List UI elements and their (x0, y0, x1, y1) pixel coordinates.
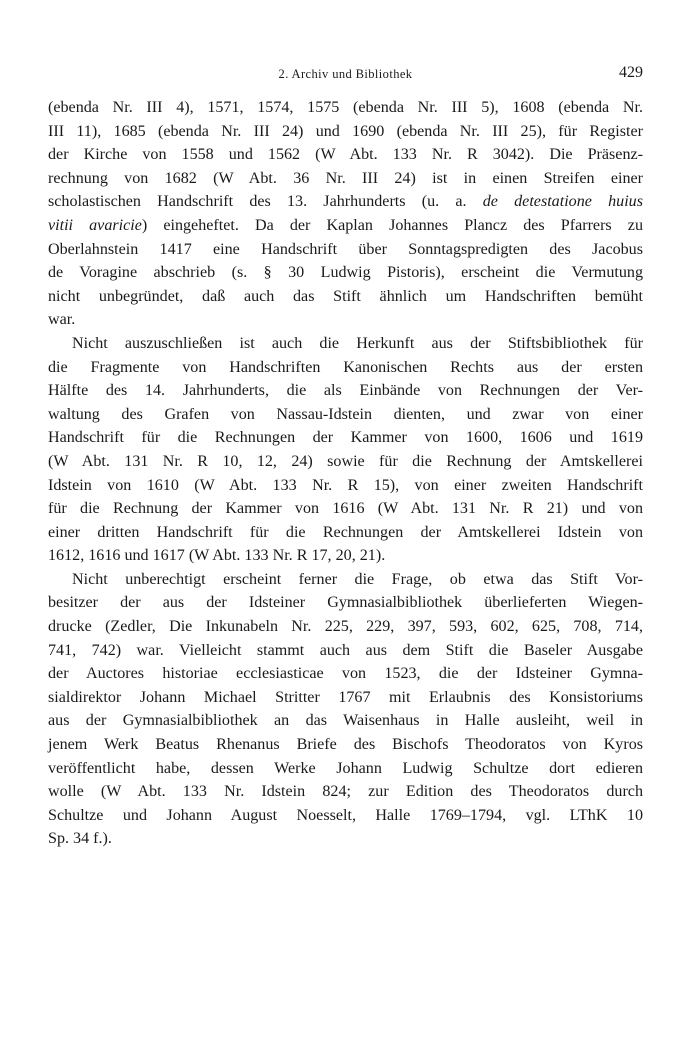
text-line: der Kirche von 1558 und 1562 (W Abt. 133 Nr. R 3042). Die Präsenz- (48, 146, 643, 164)
text-line: Nicht unberechtigt erscheint ferner die Frage, ob etwa das Stift Vor- (72, 570, 643, 588)
text-line: waltung des Grafen von Nassau-Idstein dienten, und zwar von einer (48, 405, 643, 423)
text-line: rechnung von 1682 (W Abt. 36 Nr. III 24) ist in einen Streifen einer (48, 169, 643, 187)
text-line: aus der Gymnasialbibliothek an das Waisenhaus in Halle ausleiht, weil in (48, 712, 643, 730)
text-line: 741, 742) war. Vielleicht stammt auch aus dem Stift die Baseler Ausgabe (48, 641, 643, 659)
text-line: Hälfte des 14. Jahrhunderts, die als Einbände von Rechnungen der Ver- (48, 382, 643, 400)
paragraph-3 (48, 568, 643, 851)
text-line: III 11), 1685 (ebenda Nr. III 24) und 1690 (ebenda Nr. III 25), für Register (48, 122, 643, 140)
text-line: Nicht auszuschließen ist auch die Herkunft aus der Stiftsbibliothek für (72, 334, 643, 352)
text-line: (ebenda Nr. III 4), 1571, 1574, 1575 (ebenda Nr. III 5), 1608 (ebenda Nr. (48, 99, 643, 116)
text-line: drucke (Zedler, Die Inkunabeln Nr. 225, 229, 397, 593, 602, 625, 708, 714, (48, 618, 643, 636)
text-line: Schultze und Johann August Noesselt, Halle 1769–1794, vgl. LThK 10 (48, 806, 643, 824)
running-head (48, 64, 643, 86)
text-line: Handschrift für die Rechnungen der Kammer von 1600, 1606 und 1619 (48, 429, 643, 447)
text-line: jenem Werk Beatus Rhenanus Briefe des Bischofs Theodoratos von Kyros (48, 736, 643, 754)
body-text (48, 96, 643, 851)
text-line: Oberlahnstein 1417 eine Handschrift über Sonntagspredigten des Jacobus (48, 240, 643, 258)
text-line: (W Abt. 131 Nr. R 10, 12, 24) sowie für die Rechnung der Amtskellerei (48, 452, 643, 470)
text-line: Sp. 34 f.). (48, 830, 112, 848)
text-line: sialdirektor Johann Michael Stritter 1767 mit Erlaubnis des Konsistoriums (48, 688, 643, 706)
text-line: besitzer der aus der Idsteiner Gymnasialbibliothek überlieferten Wiegen- (48, 594, 643, 612)
text-line: der Auctores historiae ecclesiasticae von 1523, die der Idsteiner Gymna- (48, 665, 643, 683)
text-segment: ) eingeheftet. Da der Kaplan Johannes Plancz des Pfarrers zu (141, 216, 643, 234)
text-line: 1612, 1616 und 1617 (W Abt. 133 Nr. R 17, 20, 21). (48, 547, 386, 565)
text-line: die Fragmente von Handschriften Kanonischen Rechts aus der ersten (48, 358, 643, 376)
italic-latin-title: de detestatione huius (482, 193, 643, 211)
text-line: einer dritten Handschrift für die Rechnungen der Amtskellerei Idstein von (48, 523, 643, 541)
paragraph-1 (48, 96, 643, 332)
text-line (48, 214, 643, 238)
text-line: war. (48, 311, 76, 329)
book-page (48, 64, 643, 851)
text-line: Idstein von 1610 (W Abt. 133 Nr. R 15), von einer zweiten Handschrift (48, 476, 643, 494)
text-line: veröffentlicht habe, dessen Werke Johann Ludwig Schultze dort edieren (48, 759, 643, 777)
italic-latin-title: vitii avaricie (48, 216, 142, 234)
paragraph-2 (48, 332, 643, 568)
text-line (48, 190, 643, 214)
text-line: nicht unbegründet, daß auch das Stift ähnlich um Handschriften bemüht (48, 287, 643, 305)
text-line: für die Rechnung der Kammer von 1616 (W Abt. 131 Nr. R 21) und von (48, 500, 643, 518)
text-line: wolle (W Abt. 133 Nr. Idstein 824; zur Edition des Theodoratos durch (48, 783, 643, 801)
text-line: de Voragine abschrieb (s. § 30 Ludwig Pistoris), erscheint die Vermutung (48, 264, 643, 282)
page-number: 429 (619, 64, 643, 81)
text-segment: scholastischen Handschrift des 13. Jahrhunderts (u. a. (48, 193, 483, 211)
running-title: 2. Archiv und Bibliothek (278, 67, 413, 81)
